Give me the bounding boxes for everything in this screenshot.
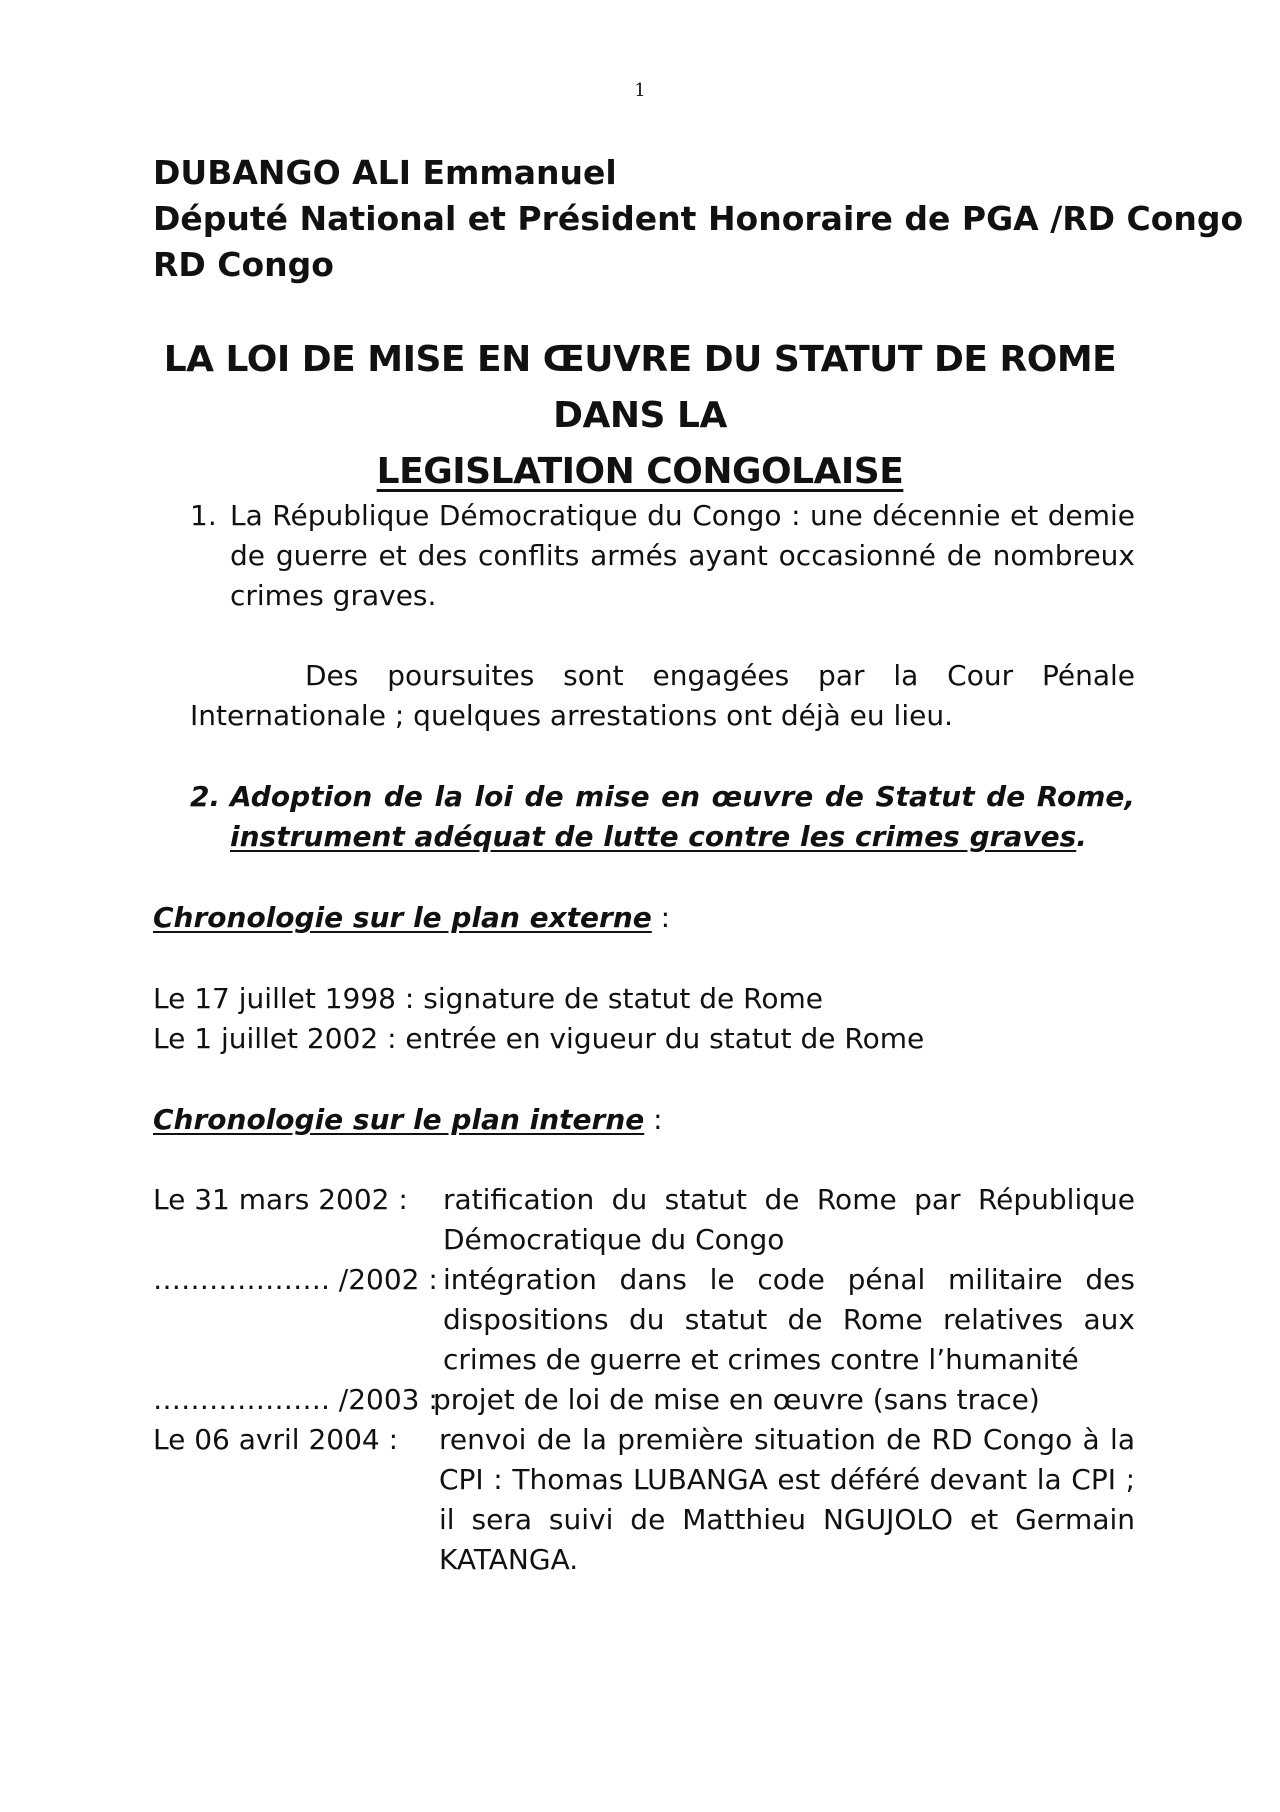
chronology-date: Le 06 avril 2004 : [153, 1423, 399, 1456]
section-1 [190, 496, 1135, 616]
chronology-row [153, 1420, 1135, 1580]
chronology-row [153, 1260, 1135, 1380]
section-2-text-underlined: instrument adéquat de lutte contre les crimes graves [230, 820, 1077, 853]
internal-chronology-heading [153, 1100, 663, 1140]
author-country: RD Congo [153, 245, 334, 284]
external-item: Le 17 juillet 1998 : signature de statut de Rome [153, 982, 823, 1015]
section-2 [190, 777, 1135, 857]
document-title [150, 332, 1130, 500]
chronology-description: ratification du statut de Rome par République Démocratique du Congo [443, 1183, 1135, 1256]
external-item: Le 1 juillet 2002 : entrée en vigueur du statut de Rome [153, 1022, 925, 1055]
external-heading-colon: : [651, 901, 671, 934]
section-1-text: La République Démocratique du Congo : une décennie et demie de guerre et des conflits armés ayant occasionné de nombreux crimes graves. [230, 499, 1135, 612]
author-name: DUBANGO ALI Emmanuel [153, 153, 617, 192]
chronology-description: renvoi de la première situation de RD Congo à la CPI : Thomas LUBANGA est déféré devant la CPI ; il sera suivi de Matthieu NGUJOLO et Germain KATANGA. [439, 1423, 1135, 1576]
internal-heading-colon: : [644, 1103, 663, 1136]
author-role: Député National et Président Honoraire de PGA /RD Congo [153, 199, 1244, 238]
chronology-description: intégration dans le code pénal militaire des dispositions du statut de Rome relatives aux crimes de guerre et crimes contre l’humanité [443, 1263, 1135, 1376]
section-2-text-end: . [1076, 820, 1087, 853]
section-1-paragraph: Des poursuites sont engagées par la Cour Pénale Internationale ; quelques arrestations ont déjà eu lieu. [190, 659, 1135, 732]
title-line-2: LEGISLATION CONGOLAISE [376, 451, 904, 492]
author-block [153, 150, 1243, 288]
external-chronology-heading [153, 898, 670, 938]
section-2-text [230, 777, 1135, 857]
internal-chronology-list [153, 1180, 1135, 1580]
external-heading-text: Chronologie sur le plan externe [153, 901, 652, 934]
chronology-description: projet de loi de mise en œuvre (sans trace) [433, 1383, 1040, 1416]
section-1-number: 1. [190, 499, 217, 532]
internal-heading-text: Chronologie sur le plan interne [153, 1103, 645, 1136]
chronology-row [153, 1180, 1135, 1260]
chronology-row [153, 1380, 1135, 1420]
section-2-text-plain: Adoption de la loi de mise en œuvre de Statut de Rome, [230, 780, 1135, 813]
chronology-date: Le 31 mars 2002 : [153, 1183, 408, 1216]
page-number: 1 [634, 80, 646, 101]
title-line-1: LA LOI DE MISE EN ŒUVRE DU STATUT DE ROME DANS LA [163, 339, 1117, 436]
section-2-number: 2. [190, 780, 221, 813]
chronology-date: ………………. /2002 : [153, 1263, 438, 1296]
chronology-date: ………………. /2003 : [153, 1383, 438, 1416]
